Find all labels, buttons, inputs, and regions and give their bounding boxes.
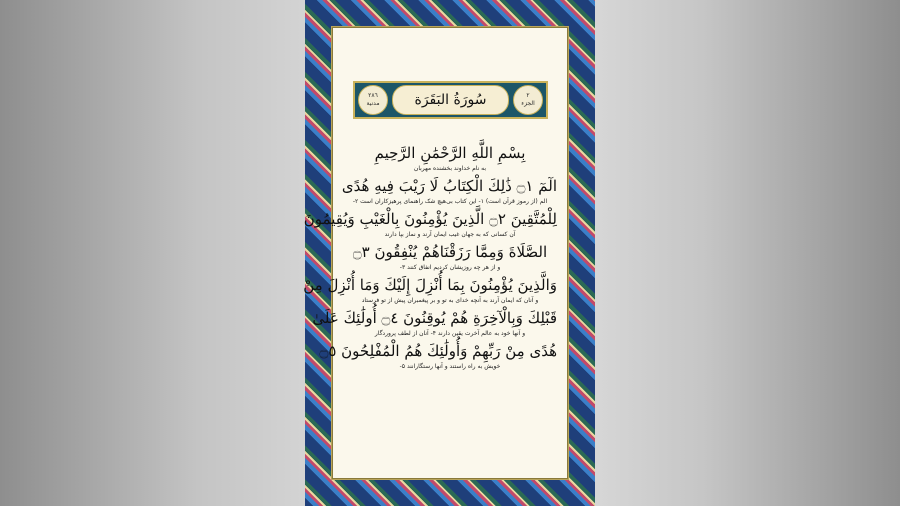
arabic-line: الٓمٓ ۝١ ذَٰلِكَ الْكِتَابُ لَا رَيْبَ فِيهِ هُدًى (341, 177, 557, 195)
translation-line: آن کسانی که به جهان غیب ایمان آرند و نماز بپا دارند (384, 231, 516, 238)
arabic-line: وَالَّذِينَ يُؤْمِنُونَ بِمَا أُنْزِلَ إِلَيْكَ وَمَا أُنْزِلَ مِنْ (303, 276, 557, 294)
translation-line: و آنان که ایمان آرند به آنچه خدای به تو و بر پیغمبران پیش از تو فرستاد (361, 297, 539, 304)
arabic-line: قَبْلِكَ وَبِالْآخِرَةِ هُمْ يُوقِنُونَ ۝٤ أُولَٰئِكَ عَلَىٰ (312, 309, 557, 327)
verse-count: ٢٨٦ (368, 92, 378, 99)
juz-label: الجزء (521, 100, 535, 107)
revelation-place: مدنية (366, 100, 380, 107)
juz-number: ٢ (526, 92, 530, 99)
arabic-line: هُدًى مِنْ رَبِّهِمْ وَأُولَٰئِكَ هُمُ الْمُفْلِحُونَ ۝٥ (319, 342, 557, 360)
right-medallion (513, 85, 543, 115)
arabic-line: الصَّلَاةَ وَمِمَّا رَزَقْنَاهُمْ يُنْفِقُونَ ۝٣ (352, 243, 548, 261)
page-text (303, 128, 557, 458)
translation-line: و آنها خود به عالم آخرت یقین دارند ۴- آنان از لطف پروردگار (374, 330, 526, 337)
left-medallion (358, 85, 388, 115)
basmala: بِسْمِ اللَّهِ الرَّحْمَٰنِ الرَّحِيمِ (374, 144, 526, 162)
basmala-translation: به نام خداوند بخشنده مهربان (413, 165, 487, 172)
surah-title: سُورَةُ البَقَرَة (392, 85, 509, 115)
arabic-line: لِلْمُتَّقِينَ ۝٢ الَّذِينَ يُؤْمِنُونَ بِالْغَيْبِ وَيُقِيمُونَ (303, 210, 557, 228)
translation-line: الم (از رموز قرآن است) ۱- این کتاب بی‌هیچ شک راهنمای پرهیزکاران است ۲- (352, 198, 548, 205)
surah-header (353, 81, 548, 119)
quran-page (305, 0, 595, 506)
translation-line: خویش به راه راستند و آنها رستگارانند ۵- (399, 363, 501, 370)
translation-line: و از هر چه روزیشان کردیم انفاق کنند ۳- (399, 264, 501, 271)
